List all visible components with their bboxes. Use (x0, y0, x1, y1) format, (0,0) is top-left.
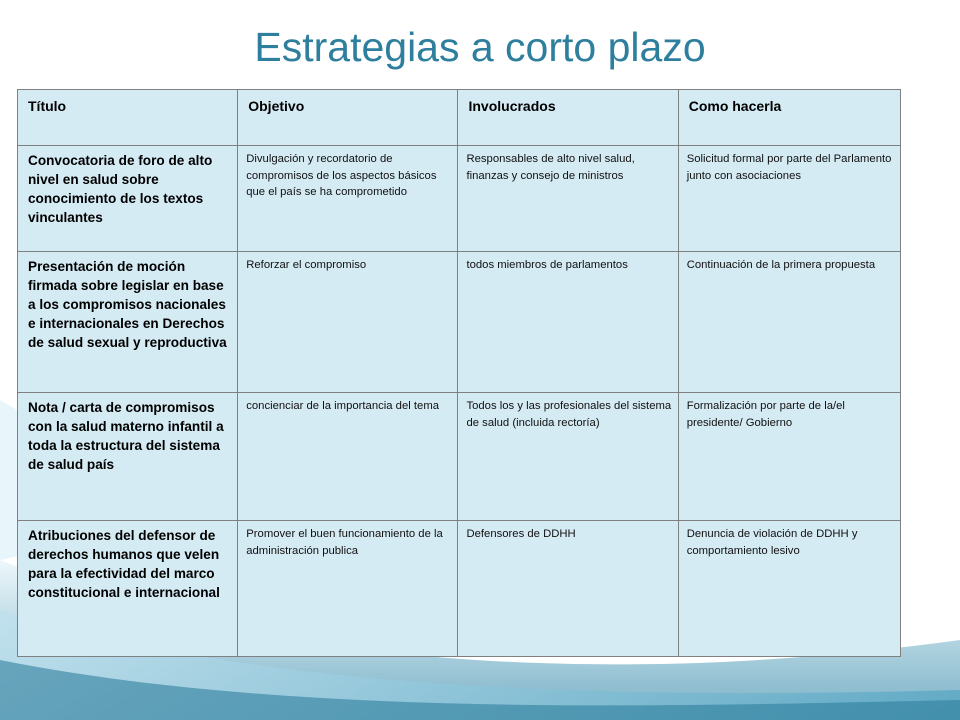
header-objetivo: Objetivo (238, 90, 458, 146)
header-titulo: Título (18, 90, 238, 146)
cell-involucrados: Responsables de alto nivel salud, finanzas y consejo de ministros (458, 146, 678, 252)
header-como-hacerla: Como hacerla (678, 90, 900, 146)
cell-involucrados: Todos los y las profesionales del sistema de salud (incluida rectoría) (458, 393, 678, 521)
cell-como-hacerla: Denuncia de violación de DDHH y comportamiento lesivo (678, 521, 900, 657)
cell-como-hacerla: Continuación de la primera propuesta (678, 252, 900, 393)
table-row (18, 521, 901, 657)
strategies-table (17, 89, 901, 657)
cell-objetivo: Promover el buen funcionamiento de la administración publica (238, 521, 458, 657)
cell-objetivo: concienciar de la importancia del tema (238, 393, 458, 521)
cell-objetivo: Divulgación y recordatorio de compromisos de los aspectos básicos que el país se ha comprometido (238, 146, 458, 252)
table-row (18, 393, 901, 521)
cell-titulo: Convocatoria de foro de alto nivel en salud sobre conocimiento de los textos vinculantes (18, 146, 238, 252)
slide-title: Estrategias a corto plazo (254, 24, 706, 70)
cell-titulo: Presentación de moción firmada sobre legislar en base a los compromisos nacionales e internacionales en Derechos de salud sexual y reproductiva (18, 252, 238, 393)
header-involucrados: Involucrados (458, 90, 678, 146)
cell-involucrados: todos miembros de parlamentos (458, 252, 678, 393)
table-header-row (18, 90, 901, 146)
table-row (18, 252, 901, 393)
cell-titulo: Nota / carta de compromisos con la salud materno infantil a toda la estructura del sistema de salud país (18, 393, 238, 521)
cell-objetivo: Reforzar el compromiso (238, 252, 458, 393)
cell-involucrados: Defensores de DDHH (458, 521, 678, 657)
table-row (18, 146, 901, 252)
cell-como-hacerla: Formalización por parte de la/el presidente/ Gobierno (678, 393, 900, 521)
cell-como-hacerla: Solicitud formal por parte del Parlamento junto con asociaciones (678, 146, 900, 252)
cell-titulo: Atribuciones del defensor de derechos humanos que velen para la efectividad del marco constitucional e internacional (18, 521, 238, 657)
